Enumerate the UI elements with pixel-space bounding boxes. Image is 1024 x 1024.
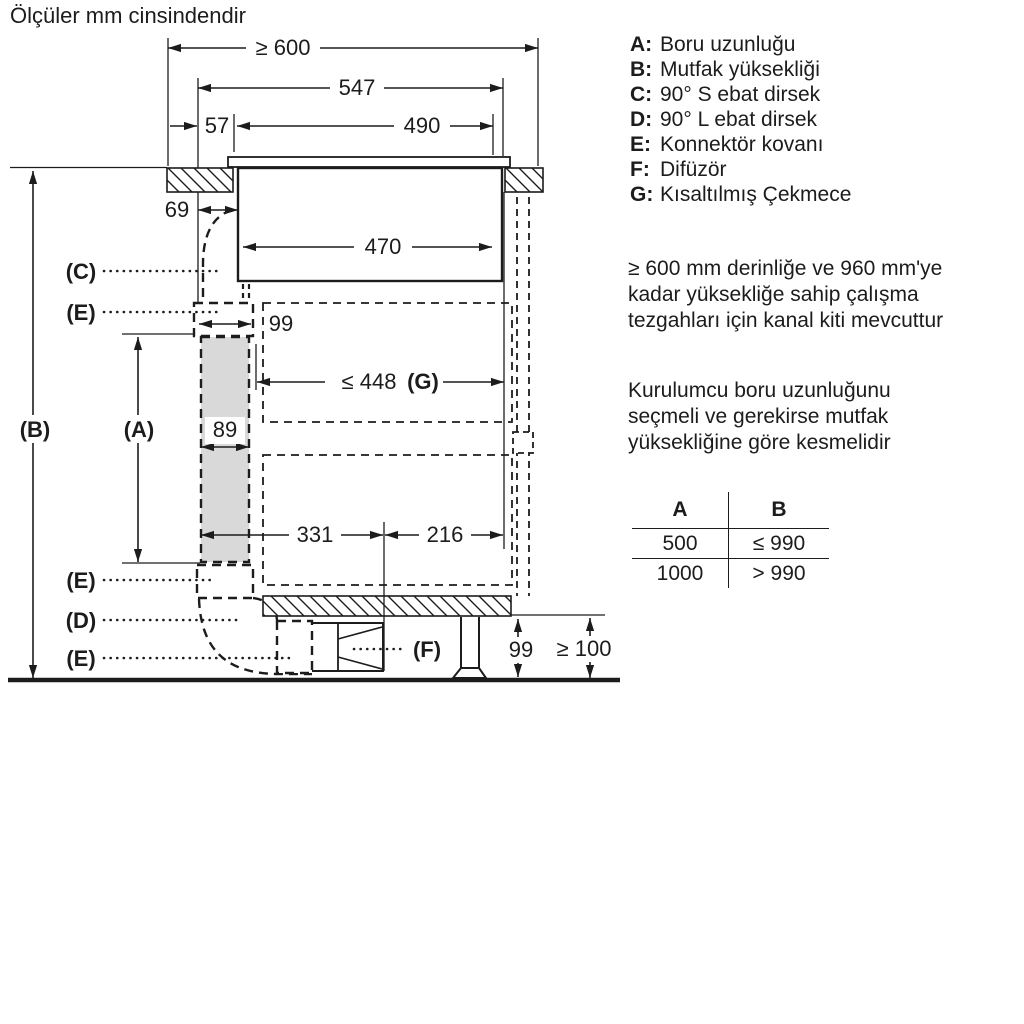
page-title: Ölçüler mm cinsindendir	[10, 3, 246, 28]
dim-331-label: 331	[296, 522, 334, 547]
legend-label: 90° S ebat dirsek	[660, 83, 821, 106]
dim-99-bottom-label: 99	[508, 637, 534, 662]
legend-label: Boru uzunluğu	[660, 33, 796, 56]
label-backgrounds	[12, 36, 617, 663]
dim-216-label: 216	[426, 522, 464, 547]
table-cell: 1000	[632, 559, 729, 589]
s-elbow-curve	[203, 210, 232, 301]
drawer-outline	[263, 303, 512, 422]
table-cell: ≤ 990	[729, 529, 830, 559]
dim-448-label: ≤ 448	[341, 369, 397, 394]
plinth-panel	[263, 596, 511, 616]
dim-57-label: 57	[204, 113, 230, 138]
legend-key: C:	[630, 83, 653, 106]
part-label-E-top: (E)	[66, 300, 96, 325]
diffuser-vane	[338, 657, 382, 669]
cooktop-glass	[228, 157, 510, 167]
part-label-F: (F)	[412, 637, 442, 662]
worktop-right	[505, 168, 543, 192]
connector-sleeve-middle	[197, 565, 253, 598]
legend-key: B:	[630, 58, 653, 81]
worktop-left	[167, 168, 233, 192]
legend-label: Kısaltılmış Çekmece	[660, 183, 852, 206]
table-header-a: A	[632, 492, 729, 529]
table-header-b: B	[729, 492, 830, 529]
part-label-E-middle: (E)	[66, 568, 96, 593]
connector-sleeve-top	[194, 303, 253, 336]
legend-label: 90° L ebat dirsek	[660, 108, 818, 131]
dim-69-label: 69	[164, 197, 190, 222]
dim-89-label: 89	[212, 417, 238, 442]
legend-label: Difüzör	[660, 158, 727, 181]
legend-label: Mutfak yüksekliği	[660, 58, 820, 81]
dim-470-label: 470	[364, 234, 402, 259]
dim-99-top-label: 99	[268, 311, 294, 336]
note-line: ≥ 600 mm derinliğe ve 960 mm'ye	[628, 257, 943, 280]
part-label-B: (B)	[19, 417, 51, 442]
legend-key: E:	[630, 133, 651, 156]
table-cell: 500	[632, 529, 729, 559]
dim-100-label: ≥ 100	[556, 636, 612, 661]
note-line: Kurulumcu boru uzunluğunu	[628, 379, 891, 402]
duct-pipe	[201, 337, 249, 562]
note-line: tezgahları için kanal kiti mevcuttur	[628, 309, 944, 332]
note-line: yüksekliğine göre kesmelidir	[628, 431, 891, 454]
dim-547-label: 547	[338, 75, 376, 100]
legend-key: A:	[630, 33, 653, 56]
dim-600-label: ≥ 600	[255, 35, 311, 60]
note-line: kadar yüksekliğe sahip çalışma	[628, 283, 919, 306]
legend-label: Konnektör kovanı	[660, 133, 824, 156]
rear-channel-connector	[513, 432, 533, 453]
hob-outlet-stub	[243, 284, 249, 302]
part-label-D: (D)	[65, 608, 97, 633]
dim-448-suffix: (G)	[407, 369, 439, 394]
dim-490-label: 490	[403, 113, 441, 138]
diffuser-vane	[338, 627, 382, 639]
legend-key: G:	[630, 183, 654, 206]
legend-key: D:	[630, 108, 653, 131]
adjustable-foot-base	[453, 668, 486, 678]
part-label-A: (A)	[123, 417, 155, 442]
part-label-C: (C)	[65, 259, 97, 284]
part-label-E-bottom: (E)	[66, 646, 96, 671]
note-line: seçmeli ve gerekirse mutfak	[628, 405, 889, 428]
dimension-lines	[33, 48, 590, 678]
table-cell: > 990	[752, 561, 806, 585]
legend-key: F:	[630, 158, 650, 181]
connector-sleeve-bottom	[277, 621, 312, 673]
hob-body	[238, 168, 502, 281]
lower-cabinet-outline	[263, 455, 512, 585]
